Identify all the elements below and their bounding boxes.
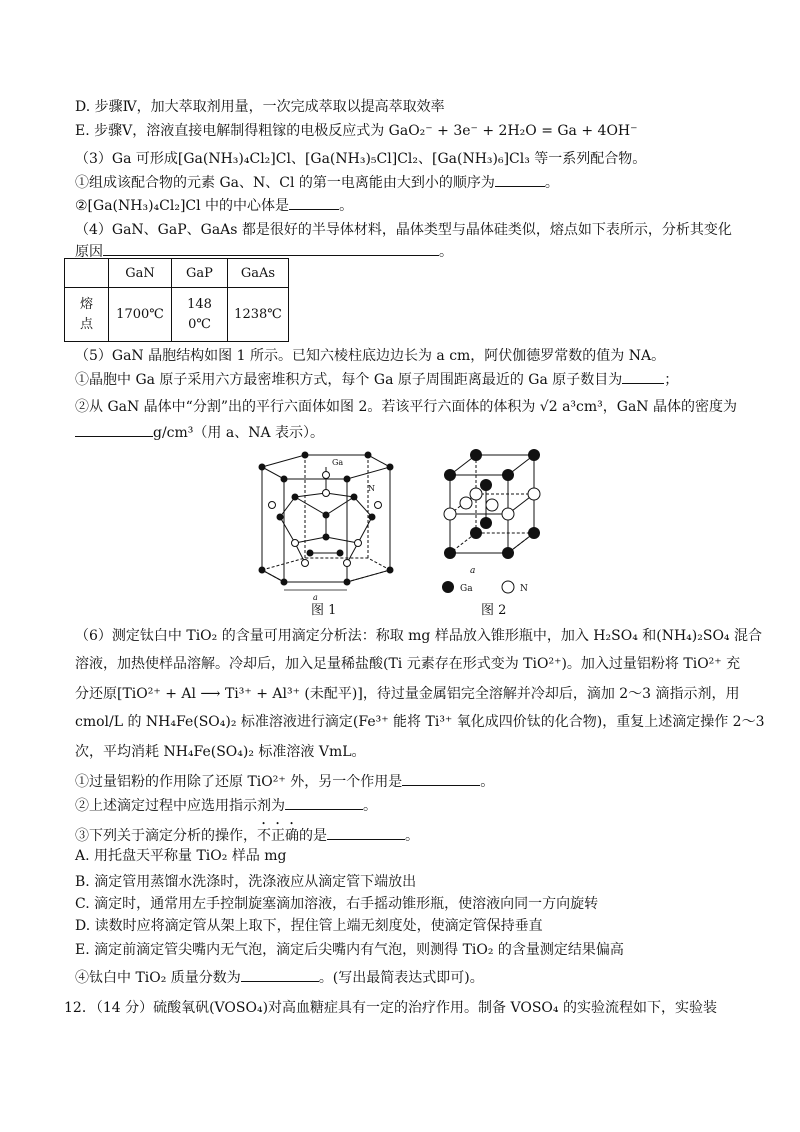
q5-sub1 [75,370,678,390]
q6-line5: 次，平均消耗 NH₄Fe(SO₄)₂ 标准溶液 VmL。 [75,744,366,760]
table-header: GaAs [228,259,289,288]
q3-sub1-end: 。 [544,175,559,191]
table-header-empty [65,259,109,288]
fig1-ga-label: Ga [332,458,344,467]
q5-sub2-cont-text: g/cm³（用 a、NA 表示）。 [153,425,325,441]
q6-sub1-text: ①过量铝粉的作用除了还原 TiO²⁺ 外，另一个作用是 [75,774,403,790]
answer-blank[interactable] [289,196,339,210]
answer-blank[interactable] [495,173,545,187]
q3-sub2 [75,196,353,216]
q6-sub3-text: ③下列关于滴定分析的操作， [75,828,257,844]
q5-intro: （5）GaN 晶胞结构如图 1 所示。已知六棱柱底边边长为 a cm，阿伏伽德罗常数的值为 NA。 [75,348,666,364]
q3-sub1-text: ①组成该配合物的元素 Ga、N、Cl 的第一电离能由大到小的顺序为 [75,175,495,191]
q6-sub1-end: 。 [480,774,495,790]
fig1-n-label: N [368,484,375,493]
q6-line2: 溶液，加热使样品溶解。冷却后，加入足量稀盐酸(Ti 元素存在形式变为 TiO²⁺)。加入过量铝粉将 TiO²⁺ 充 [75,656,741,672]
option-d-step4: D. 步骤Ⅳ，加大萃取剂用量，一次完成萃取以提高萃取效率 [75,99,445,115]
q6-line3: 分还原[TiO²⁺ + Al ⟶ Ti³⁺ + Al³⁺ (未配平)]，待过量金属铝完全溶解并冷却后，滴加 2～3 滴指示剂，用 [75,686,740,702]
q5-sub1-end: ； [664,372,679,388]
q6-sub2-text: ②上述滴定过程中应选用指示剂为 [75,798,285,814]
option-c[interactable]: C. 滴定时，通常用左手控制旋塞滴加溶液，右手摇动锥形瓶，使溶液向同一方向旋转 [75,896,599,912]
figure-2-caption: 图 2 [481,603,507,618]
answer-blank[interactable] [622,370,664,384]
q6-sub2 [75,796,377,816]
q4-reason-text: 原因 [75,244,103,260]
emphasis-not-correct: 不正确 [257,828,299,844]
answer-blank[interactable] [285,796,363,810]
answer-blank[interactable] [103,242,439,256]
figure-1-hexagonal-cell [250,445,400,605]
q6-sub3 [75,820,419,846]
q6-sub1 [75,772,494,792]
melting-point-table [64,258,289,342]
q6-sub2-end: 。 [363,798,377,814]
q4-reason-end: 。 [439,244,453,260]
answer-blank[interactable] [241,968,319,982]
q4-intro: （4）GaN、GaP、GaAs 都是很好的半导体材料，晶体类型与晶体硅类似，熔点如下表所示，分析其变化 [75,222,732,238]
figure-2-parallelepiped [436,445,566,595]
option-e[interactable]: E. 滴定前滴定管尖嘴内无气泡，滴定后尖嘴内有气泡，则测得 TiO₂ 的含量测定结果偏高 [75,942,624,958]
q6-sub4-end: 。(写出最简表达式即可)。 [318,970,484,986]
q12-intro: 12．（14 分）硫酸氧矾(VOSO₄)对高血糖症具有一定的治疗作用。制备 VOSO₄ 的实验流程如下，实验装 [64,1000,717,1016]
q6-line1: （6）测定钛白中 TiO₂ 的含量可用滴定分析法：称取 mg 样品放入锥形瓶中，加入 H₂SO₄ 和(NH₄)₂SO₄ 混合 [75,628,762,644]
fig1-a-label: a [313,593,318,602]
q3-intro: （3）Ga 可形成[Ga(NH₃)₄Cl₂]Cl、[Ga(NH₃)₅Cl]Cl₂、[Ga(NH₃)₆]Cl₃ 等一系列配合物。 [75,151,647,167]
table-row-label: 熔点 [65,288,109,342]
table-cell: 1700℃ [109,288,172,342]
q6-sub3-end: 。 [405,828,419,844]
figure-1-caption: 图 1 [311,603,337,618]
q6-line4: cmol/L 的 NH₄Fe(SO₄)₂ 标准溶液进行滴定(Fe³⁺ 能将 Ti³⁺ 氧化成四价钛的化合物)，重复上述滴定操作 2～3 [75,714,765,730]
q3-sub2-text: ②[Ga(NH₃)₄Cl₂]Cl 中的中心体是 [75,198,290,214]
table-header: GaN [109,259,172,288]
q5-sub1-text: ①晶胞中 Ga 原子采用六方最密堆积方式，每个 Ga 原子周围距离最近的 Ga 原子数目为 [75,372,623,388]
legend-n-label: N [520,584,528,594]
answer-blank[interactable] [327,826,405,840]
option-e-step5: E. 步骤Ⅴ，溶液直接电解制得粗镓的电极反应式为 GaO₂⁻ + 3e⁻ + 2H₂O = Ga + 4OH⁻ [75,123,638,139]
q6-sub3-tail: 的是 [299,828,327,844]
q5-sub2-cont [75,423,324,443]
option-a[interactable]: A. 用托盘天平称量 TiO₂ 样品 mg [75,848,287,864]
table-header: GaP [172,259,228,288]
option-d[interactable]: D. 读数时应将滴定管从架上取下，捏住管上端无刻度处，使滴定管保持垂直 [75,918,543,934]
option-b[interactable]: B. 滴定管用蒸馏水洗涤时，洗涤液应从滴定管下端放出 [75,874,417,890]
q3-sub1 [75,173,559,193]
q5-sub2: ②从 GaN 晶体中“分割”出的平行六面体如图 2。若该平行六面体的体积为 √2 a³cm³，GaN 晶体的密度为 [75,399,737,415]
q3-sub2-end: 。 [339,198,354,214]
q6-sub4-text: ④钛白中 TiO₂ 质量分数为 [75,970,241,986]
answer-blank[interactable] [75,423,153,437]
answer-blank[interactable] [402,772,480,786]
table-cell: 1238℃ [228,288,289,342]
table-cell: 1480℃ [172,288,228,342]
legend-ga-label: Ga [460,584,473,594]
q6-sub4 [75,968,484,988]
fig2-a-label: a [470,566,476,576]
